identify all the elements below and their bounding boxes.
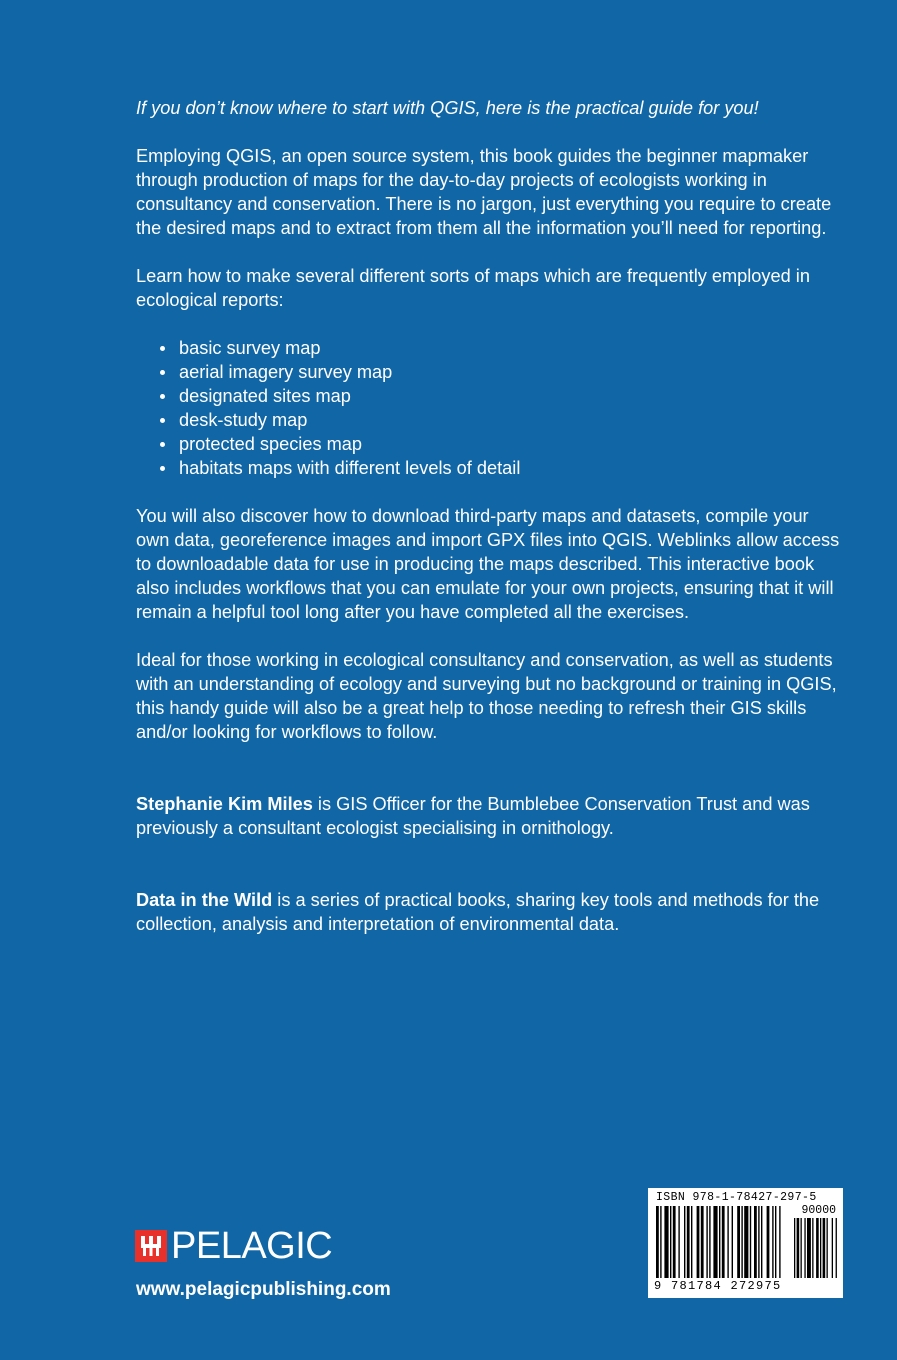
barcode-bar bbox=[673, 1206, 676, 1278]
barcode-bar bbox=[775, 1206, 776, 1278]
intro-paragraph: Employing QGIS, an open source system, this book guides the beginner mapmaker through production of maps for the day-to-day projects of ecologists working in consultancy and conservation. There is no jargon, just everything you require to create the desired maps and to extract from them all the information you’ll need for reporting. bbox=[136, 146, 832, 238]
barcode-addon-bar bbox=[801, 1218, 802, 1278]
barcode-bar bbox=[750, 1206, 751, 1278]
barcode-addon-bar bbox=[812, 1218, 813, 1278]
barcode-addon-bar bbox=[807, 1218, 811, 1278]
publisher-name: PELAGIC bbox=[171, 1225, 333, 1267]
barcode-bar bbox=[664, 1206, 668, 1278]
barcode-bar bbox=[670, 1206, 671, 1278]
author-bio bbox=[136, 792, 846, 840]
barcode-bar bbox=[767, 1206, 770, 1278]
barcode-bar bbox=[687, 1206, 690, 1278]
barcode-bars-icon bbox=[654, 1206, 838, 1280]
map-types-list bbox=[136, 336, 846, 480]
series-name: Data in the Wild bbox=[136, 890, 273, 910]
series-description-text: is a series of practical books, sharing key tools and methods for the collection, analysis and interpretation of environmental data. bbox=[136, 890, 820, 934]
list-item: basic survey map bbox=[136, 336, 846, 360]
barcode-addon-bar bbox=[820, 1218, 821, 1278]
author-bio-text: is GIS Officer for the Bumblebee Conservation Trust and was previously a consultant ecologist specialising in ornithology. bbox=[136, 794, 810, 838]
barcode-bar bbox=[684, 1206, 685, 1278]
back-cover-text bbox=[136, 96, 846, 936]
barcode-bar bbox=[660, 1206, 661, 1278]
barcode-bar bbox=[737, 1206, 740, 1278]
audience-paragraph: Ideal for those working in ecological consultancy and conservation, as well as students with an understanding of ecology and surveying but no background or training in QGIS, this handy guide will also be a great help to those needing to refresh their GIS skills and/or looking for workflows to follow. bbox=[136, 650, 837, 742]
barcode-bar bbox=[761, 1206, 762, 1278]
barcode-addon-bar bbox=[823, 1218, 826, 1278]
list-item: habitats maps with different levels of detail bbox=[136, 456, 846, 480]
author-name: Stephanie Kim Miles bbox=[136, 794, 313, 814]
barcode-addon-bar bbox=[836, 1218, 837, 1278]
barcode-addon-bar bbox=[797, 1218, 800, 1278]
barcode-bar bbox=[772, 1206, 773, 1278]
barcode-bar bbox=[719, 1206, 720, 1278]
barcode-bar bbox=[722, 1206, 725, 1278]
publisher-website[interactable]: www.pelagicpublishing.com bbox=[136, 1279, 391, 1300]
barcode-bar bbox=[678, 1206, 679, 1278]
list-item: protected species map bbox=[136, 432, 846, 456]
barcode-addon-bar bbox=[816, 1218, 819, 1278]
barcode-addon-bar bbox=[804, 1218, 805, 1278]
list-item: aerial imagery survey map bbox=[136, 360, 846, 384]
barcode-bar bbox=[709, 1206, 710, 1278]
barcode-bar bbox=[691, 1206, 692, 1278]
barcode-addon-bar bbox=[794, 1218, 795, 1278]
pelagic-mark-icon bbox=[135, 1230, 167, 1262]
barcode-bar bbox=[727, 1206, 728, 1278]
isbn-label: ISBN 978-1-78427-297-5 bbox=[656, 1191, 817, 1204]
series-description bbox=[136, 888, 846, 936]
barcode-bar bbox=[701, 1206, 704, 1278]
maps-intro-paragraph: Learn how to make several different sorts of maps which are frequently employed in ecological reports: bbox=[136, 266, 810, 310]
barcode-bar bbox=[713, 1206, 717, 1278]
tagline: If you don’t know where to start with QGIS, here is the practical guide for you! bbox=[136, 98, 759, 118]
isbn-barcode bbox=[648, 1188, 843, 1298]
barcode-bar bbox=[754, 1206, 757, 1278]
barcode-addon-bar bbox=[827, 1218, 828, 1278]
barcode-bar bbox=[732, 1206, 733, 1278]
barcode-bar bbox=[779, 1206, 780, 1278]
barcode-bar bbox=[697, 1206, 700, 1278]
barcode-bar bbox=[656, 1206, 659, 1278]
barcode-digits: 9 781784 272975 bbox=[654, 1279, 782, 1293]
barcode-bar bbox=[758, 1206, 759, 1278]
barcode-bar bbox=[741, 1206, 742, 1278]
price-code: 90000 bbox=[801, 1204, 836, 1217]
barcode-bar bbox=[744, 1206, 748, 1278]
publisher-logo bbox=[135, 1226, 332, 1266]
list-item: desk-study map bbox=[136, 408, 846, 432]
barcode-addon-bar bbox=[832, 1218, 833, 1278]
list-item: designated sites map bbox=[136, 384, 846, 408]
barcode-bar bbox=[706, 1206, 707, 1278]
discover-paragraph: You will also discover how to download third-party maps and datasets, compile your own data, georeference images and import GPX files into QGIS. Weblinks allow access to downloadable data for use in producing the maps described. This interactive book also includes workflows that you can emulate for your own projects, ensuring that it will remain a helpful tool long after you have completed all the exercises. bbox=[136, 506, 840, 622]
